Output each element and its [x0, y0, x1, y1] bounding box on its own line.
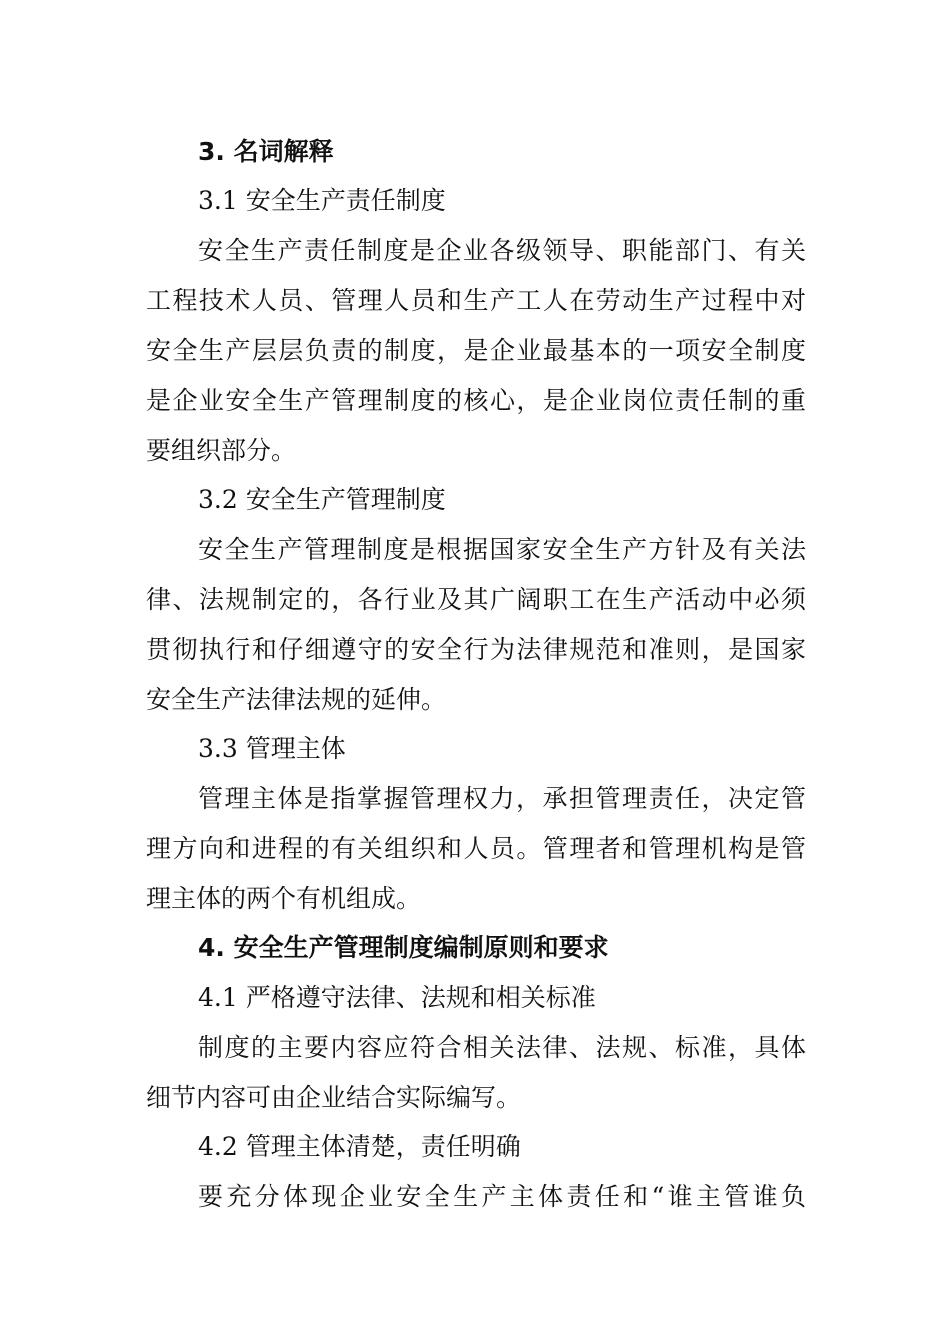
paragraph-line: 工程技术人员、管理人员和生产工人在劳动生产过程中对	[146, 286, 806, 315]
paragraph-line: 理主体的两个有机组成。	[146, 884, 422, 913]
paragraph-line: 安全生产层层负责的制度，是企业最基本的一项安全制度	[146, 336, 806, 365]
paragraph-line: 安全生产法律法规的延伸。	[146, 685, 447, 714]
paragraph-line: 安全生产管理制度是根据国家安全生产方针及有关法	[198, 535, 806, 564]
paragraph-line: 管理主体是指掌握管理权力，承担管理责任，决定管	[198, 784, 806, 813]
paragraph-line: 要充分体现企业安全生产主体责任和“谁主管谁负	[198, 1182, 806, 1211]
paragraph-line: 细节内容可由企业结合实际编写。	[146, 1083, 522, 1112]
section-4-heading: 4. 安全生产管理制度编制原则和要求	[198, 933, 609, 962]
paragraph-line: 制度的主要内容应符合相关法律、法规、标准，具体	[198, 1033, 806, 1062]
paragraph-line: 律、法规制定的，各行业及其广阔职工在生产活动中必须	[146, 585, 806, 614]
paragraph-line: 理方向和进程的有关组织和人员。管理者和管理机构是管	[146, 834, 806, 863]
paragraph-line: 贯彻执行和仔细遵守的安全行为法律规范和准则，是国家	[146, 635, 806, 664]
paragraph-line: 要组织部分。	[146, 436, 297, 465]
paragraph-line: 是企业安全生产管理制度的核心，是企业岗位责任制的重	[146, 386, 806, 415]
section-4-1-heading: 4.1 严格遵守法律、法规和相关标准	[198, 983, 596, 1012]
section-3-2-heading: 3.2 安全生产管理制度	[198, 485, 446, 514]
paragraph-line: 安全生产责任制度是企业各级领导、职能部门、有关	[198, 236, 806, 265]
section-3-heading: 3. 名词解释	[198, 137, 334, 166]
section-3-3-heading: 3.3 管理主体	[198, 734, 346, 763]
section-3-1-heading: 3.1 安全生产责任制度	[198, 186, 446, 215]
section-4-2-heading: 4.2 管理主体清楚，责任明确	[198, 1132, 521, 1161]
